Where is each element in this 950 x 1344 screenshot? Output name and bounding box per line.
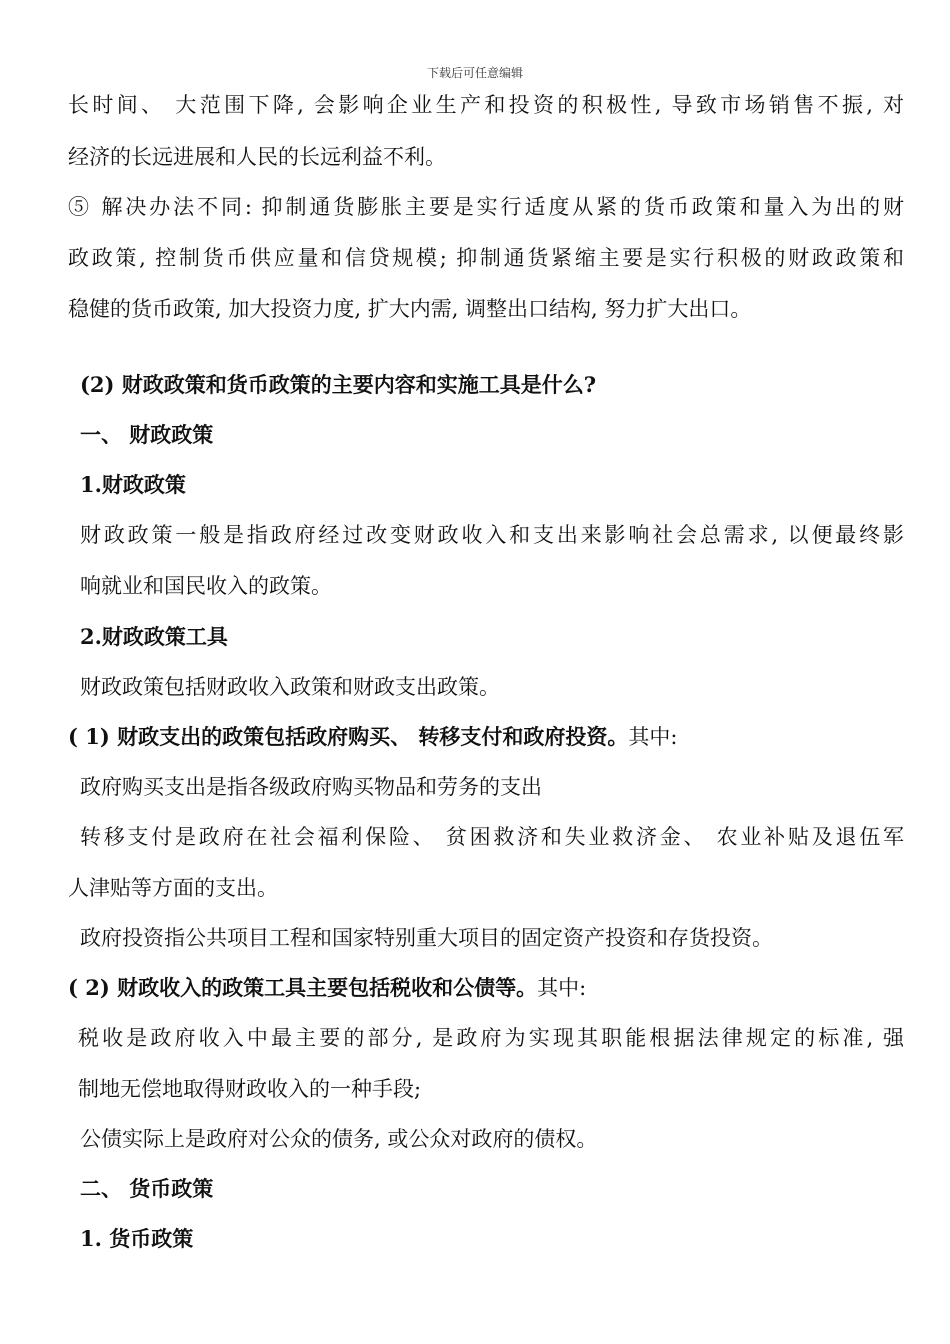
subsection-heading: 2.财政政策工具 [80,624,228,649]
list-item-bold-text: ( 2) 财政收入的政策工具主要包括税收和公债等。 [68,975,538,1000]
body-text-line: 人津贴等方面的支出。 [68,876,278,900]
body-text-line: 经济的长远进展和人民的长远利益不利。 [68,145,446,169]
subsection-heading: 1.财政政策 [80,472,186,497]
body-text-line: 财政政策包括财政收入政策和财政支出政策。 [80,675,500,699]
body-text-line: 制地无偿地取得财政收入的一种手段; [78,1077,422,1101]
body-text-line: 政府购买支出是指各级政府购买物品和劳务的支出 [80,775,542,799]
body-text-line: 长时间、 大范围下降, 会影响企业生产和投资的积极性, 导致市场销售不振, 对 [68,93,904,117]
section-heading: 一、 财政政策 [80,422,214,447]
list-item [68,975,586,1001]
question-heading: (2) 财政政策和货币政策的主要内容和实施工具是什么? [80,372,597,397]
body-text-line: 政府投资指公共项目工程和国家特别重大项目的固定资产投资和存货投资。 [80,926,773,950]
body-text-line: 公债实际上是政府对公众的债务, 或公众对政府的债权。 [80,1127,598,1151]
body-text-line: 响就业和国民收入的政策。 [80,574,332,598]
body-text-line: 转移支付是政府在社会福利保险、 贫困救济和失业救济金、 农业补贴及退伍军 [80,825,904,849]
subsection-heading: 1. 货币政策 [80,1226,194,1251]
section-heading: 二、 货币政策 [80,1176,214,1201]
body-text-line: ⑤ 解决办法不同: 抑制通货膨胀主要是实行适度从紧的货币政策和量入为出的财 [68,195,904,219]
body-text-line: 财政政策一般是指政府经过改变财政收入和支出来影响社会总需求, 以便最终影 [80,523,904,547]
list-item-text: 其中: [628,725,678,749]
body-text-line: 稳健的货币政策, 加大投资力度, 扩大内需, 调整出口结构, 努力扩大出口。 [68,297,752,321]
body-text-line: 税收是政府收入中最主要的部分, 是政府为实现其职能根据法律规定的标准, 强 [78,1026,904,1050]
list-item-text: 其中: [537,976,587,1000]
body-text-line: 政政策, 控制货币供应量和信贷规模; 抑制通货紧缩主要是实行积极的财政政策和 [68,246,904,270]
list-item-bold-text: ( 1) 财政支出的政策包括政府购买、 转移支付和政府投资。 [68,724,629,749]
header-note: 下载后可任意编辑 [426,66,523,80]
list-item [68,724,678,750]
